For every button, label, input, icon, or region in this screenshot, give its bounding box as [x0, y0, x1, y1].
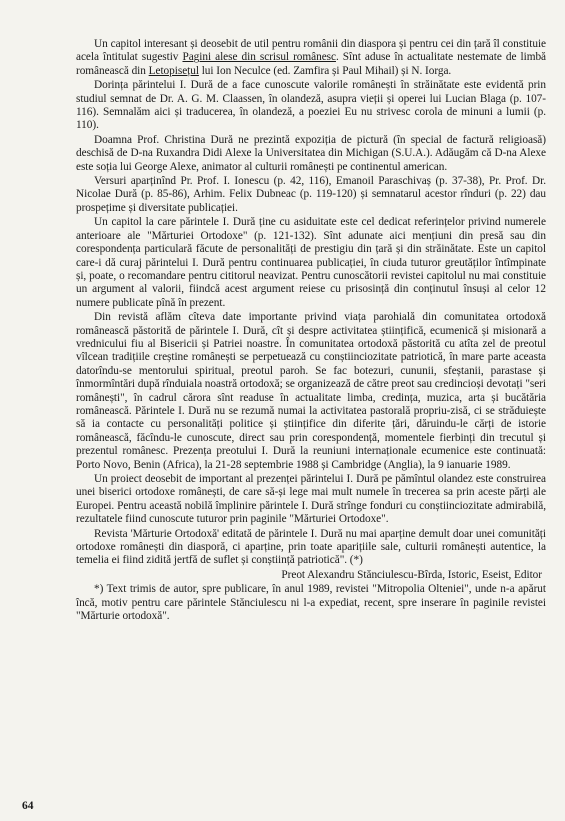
- text-run: Un capitol la care părintele I. Dură ține cu asiduitate este cel dedicat referințelor privind numerele anterioare ale "Mărturiei Ortodoxe" (p. 121-132). Sînt adunate aici mențiuni din presă sau din corespondența particulară făcute de personalități de prestigiu din țară și din străinătate. Este un capitol care-i dă curaj părintelui I. Dură pentru continuarea publicației, în ciuda tuturor greutăților întîmpinate și, poate, o recomandare pentru cititorul neavizat. Pentru cunoscătorii revistei capitolul nu mai constituie un argument al valorii, fiindcă acest argument reiese cu prisosință din conținutul însuși al celor 12 numere publicate pînă în prezent.: [76, 216, 546, 309]
- text-run: lui Ion Neculce (ed. Zamfira și Paul Mihail) și N. Iorga.: [198, 64, 452, 77]
- underlined-title: Pagini alese din scrisul românesc: [182, 51, 336, 64]
- paragraph-2: [76, 79, 546, 133]
- paragraph-3: [76, 134, 546, 174]
- page-number: 64: [22, 800, 34, 812]
- paragraph-8: [76, 528, 546, 568]
- paragraph-4: [76, 175, 546, 215]
- footnote: *) Text trimis de autor, spre publicare, în anul 1989, revistei "Mitropolia Olteniei", unde n-a apărut încă, motiv pentru care părintele Stănciulescu ni l-a expediat, recent, spre inserare în paginile revistei "Mărturie ortodoxă".: [76, 583, 546, 623]
- text-run: Versuri aparținînd Pr. Prof. I. Ionescu (p. 42, 116), Emanoil Paraschivaș (p. 37-38), Pr. Prof. Dr. Nicolae Dură (p. 85-86), Arhim. Felix Dubneac (p. 119-120) și semnatarul acestor rînduri (p. 22) dau prospețime și diversitate publicației.: [76, 175, 546, 214]
- text-run: Din revistă aflăm cîteva date importante privind viața parohială din comunitatea ortodoxă românească păstorită de părintele I. Dură, cît și despre activitatea științifică, ecumenică și misionară a vrednicului fiu al Bisericii și Patriei noastre. În comunitatea ortodoxă păstorită cu atîta zel de preotul vîlcean tradițiile creștine românești se perpetuează cu conștiinciozitate patriotică, în mare parte aceasta datorîndu-se mentorului spiritual, preotul paroh. Se fac botezuri, cununii, sfeștanii, parastase și înmormîntări după rînduiala noastră ortodoxă; se organizează de către preot sau credincioși devotați "seri românești", în cadrul cărora sînt readuse în actualitate limba, credința, muzica, arta și bucătăria românească. Părintele I. Dură nu se rezumă numai la activitatea pastorală propriu-zisă, ci se străduiește să ia contacte cu personalități politice și științifice din diferite țări, dăruindu-le cărți de istorie românească, făcîndu-le cunoscute, direct sau prin corespondență, momentele fierbinți din trecutul și prezentul românesc. Prezența preotului I. Dură la reuniuni internaționale ecumenice este continuată: Porto Novo, Benin (Africa), la 21-28 septembrie 1988 și Cambridge (Anglia), la 9 ianuarie 1989.: [76, 311, 546, 471]
- text-run: Revista 'Mărturie Ortodoxă' editată de părintele I. Dură nu mai aparține demult doar unei comunități ortodoxe românești din diasporă, ci aparține, prin toate aparițiile sale, culturii românești autentice, la temelia ei fiind zidită jertfă de suflet și conștiință patriotică". (*): [76, 527, 546, 567]
- underlined-title: Letopisețul: [148, 64, 199, 77]
- text-run: Dorința părintelui I. Dură de a face cunoscute valorile românești în străinătate este evidentă prin studiul semnat de Dr. A. G. M. Claassen, în olandeză, asupra vieții și operei lui Lucian Blaga (p. 107-116). Semnalăm aici și traducerea, în olandeză, a poeziei Eu nu strivesc corola de minuni a lumii (p. 110).: [76, 79, 546, 132]
- text-run: Doamna Prof. Christina Dură ne prezintă expoziția de pictură (în special de factură religioasă) deschisă de D-na Ruxandra Didi Alexe la Universitatea din Michigan (S.U.A.). Adăugăm că D-na Alexe este soția lui George Alexe, animator al culturii românești pe continentul american.: [76, 133, 546, 173]
- paragraph-1: [76, 38, 546, 78]
- paragraph-5: [76, 216, 546, 310]
- author-signature: Preot Alexandru Stănciulescu-Bîrda, Istoric, Eseist, Editor: [281, 568, 542, 581]
- paragraph-7: [76, 473, 546, 527]
- article-body: [76, 38, 546, 624]
- text-run: . Sînt aduse în actualitate nestemate de limbă românească din: [76, 51, 547, 77]
- paragraph-6: [76, 311, 546, 472]
- text-run: Un proiect deosebit de important al prezenței părintelui I. Dură pe pămîntul olandez este construirea unei biserici ortodoxe românești, de care să-și lege mai mult numele în trecerea sa prin aceste părți ale Europei. Pentru această nobilă împlinire părintele I. Dură strînge fonduri cu conștiinciozitate admirabilă, rezultatele fiind cunoscute tuturor prin paginile "Mărturiei Ortodoxe".: [76, 473, 546, 526]
- text-run: Un capitol interesant și deosebit de util pentru românii din diaspora și pentru cei din țară îl constituie acela întitulat sugestiv: [76, 38, 546, 64]
